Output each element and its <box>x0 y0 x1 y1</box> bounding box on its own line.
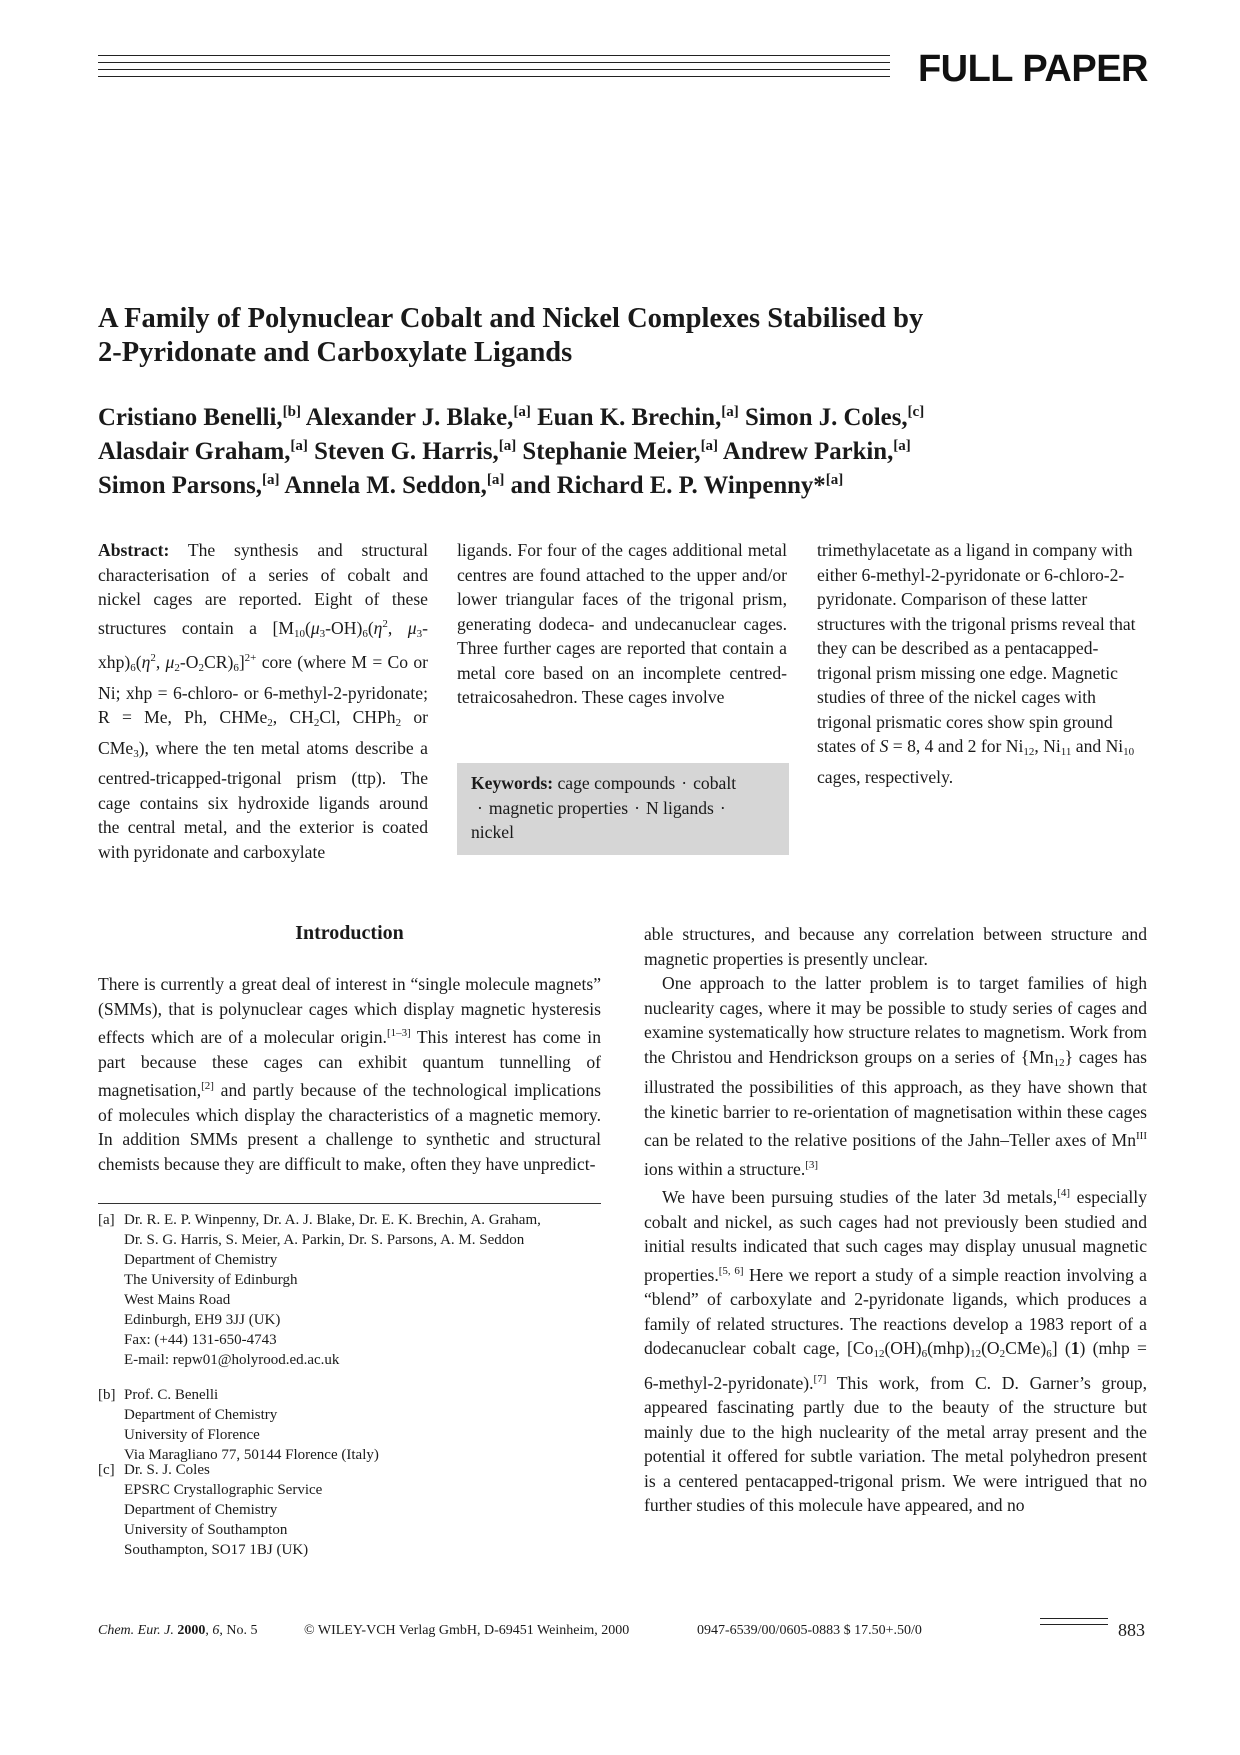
abstract-column-3: trimethylacetate as a ligand in company with either 6-methyl-2-pyridonate or 6-chloro-2-pyridonate. Comparison of these latter structures with the trigonal prisms reveal that they can be described as a pentacapped-trigonal prism missing one edge. Magnetic studies of three of the nickel cages with trigonal prismatic cores show spin ground states of S = 8, 4 and 2 for $Ni_{12}$, $Ni_{11}$ and $Ni_{10}$ cages, respectively. <box>817 540 1136 787</box>
citation: [5, 6] <box>718 1264 744 1277</box>
footnote-line: Edinburgh, EH9 3JJ (UK) <box>124 1312 281 1328</box>
keywords-box: Keywords: cage compounds · cobalt · magnetic properties · N ligands · nickel <box>457 763 789 855</box>
abstract-column-2: ligands. For four of the cages additional metal centres are found attached to the upper and/or lower triangular faces of the trigonal prism, generating dodeca- and undecanuclear cages. Three further cages are reported that contain a metal core based on an incomplete centred-tetraicosahedron. These cages involve <box>457 540 787 707</box>
article-title <box>98 302 1143 370</box>
body-text: We have been pursuing studies of the later 3d metals, <box>662 1187 1058 1207</box>
author-name: Steven G. Harris, <box>314 438 499 465</box>
footnote-line: Department of Chemistry <box>124 1252 278 1268</box>
body-column-right <box>644 922 1147 1518</box>
footnote-line: Fax: (+44) 131-650-4743 <box>124 1332 277 1348</box>
author-affiliation: [a] <box>700 438 719 454</box>
header-rule <box>98 55 890 81</box>
author-name: Euan K. Brechin, <box>537 404 722 431</box>
author-line-1 <box>98 398 1143 432</box>
body-column-left <box>98 972 601 1176</box>
author-name: Stephanie Meier, <box>522 438 701 465</box>
author-affiliation: [b] <box>282 404 301 420</box>
footnote-line: Department of Chemistry <box>124 1502 278 1518</box>
body-paragraph: We have been pursuing studies of the later 3d metals,[4] especially cobalt and nickel, as such cages had not previously been studied and initial results indicated that such cages may display unusual magnetic properties.[5, 6] Here we report a study of a simple reaction involving a “blend” of carboxylate and 2-pyridonate ligands, which produces a family of related structures. The reactions develop a 1983 report of a dodecanuclear cobalt cage, $[Co_{12}(OH)_6(mhp)_{12}(O_2CMe)_6]$ (1) (mhp = 6-methyl-2-pyridonate).[7] This work, from C. D. Garner’s group, appeared fascinating partly due to the beauty of the structure but mainly due to the high nuclearity of the metal array present and the potential it offered for subtle variation. The metal polyhedron present is a centered pentacapped-trigonal prism. We were intrigued that no further studies of this molecule have appeared, and no <box>644 1187 1147 1515</box>
keyword: magnetic properties <box>488 797 629 818</box>
section-heading: Introduction <box>295 922 404 944</box>
footnote-rule <box>98 1203 601 1204</box>
body-text: especially cobalt and nickel, as such cages had not previously been studied and initial results indicated that such cages may display unusual magnetic properties. <box>644 1187 1147 1285</box>
footnote-affiliation-c <box>98 1460 601 1560</box>
keyword: cage compounds <box>557 773 676 793</box>
author-name: Alexander J. Blake, <box>305 404 514 431</box>
footnote-affiliation-b <box>98 1385 601 1465</box>
footnote-tag: [c] <box>98 1462 115 1478</box>
body-text: One approach to the latter problem is to target families of high nuclearity cages, where it may be possible to study series of cages and examine systematically how structure relates to magnetism. Work from the Christou and Hendrickson groups on a series of {Mn <box>644 973 1147 1067</box>
author-line-2 <box>98 432 1143 466</box>
footnote-line: The University of Edinburgh <box>124 1272 298 1288</box>
abstract-text: cages, respectively. <box>817 766 954 787</box>
author-name: Annela M. Seddon, <box>284 472 487 499</box>
author-affiliation: [a] <box>290 438 308 454</box>
body-paragraph: One approach to the latter problem is to target families of high nuclearity cages, where it may be possible to study series of cages and examine systematically how structure relates to magnetism. Work from the Christou and Hendrickson groups on a series of $\{Mn_{12}\}$ cages has illustrated the possibilities of this approach, as they have shown that the kinetic barrier to re-orientation of magnetisation within these cages can be related to the relative positions of the Jahn–Teller axes of $Mn^{III}$ ions within a structure.[3] <box>644 973 1147 1179</box>
author-affiliation: [a] <box>893 438 911 454</box>
citation: [4] <box>1057 1187 1070 1199</box>
author-affiliation: [a] <box>498 438 517 454</box>
author-line-3 <box>98 466 1143 500</box>
footnote-line: Dr. R. E. P. Winpenny, Dr. A. J. Blake, Dr. E. K. Brechin, A. Graham, <box>124 1212 541 1228</box>
body-text: Here we report a study of a simple reaction involving a “blend” of carboxylate and 2-pyridonate ligands, which produces a family of related structures. The reactions develop a 1983 report of a dodecanuclear cobalt cage, <box>644 1264 1147 1358</box>
footer-journal: Chem. Eur. J. 2000, 6, No. 5 <box>98 1623 258 1638</box>
body-text: and partly because of the technological implications of molecules which display the characteristics of a magnetic memory. In addition SMMs present a challenge to synthetic and structural chemists because they are difficult to make, often they have unpredict- <box>98 1080 601 1174</box>
abstract-label: Abstract: <box>98 540 170 560</box>
body-paragraph: able structures, and because any correlation between structure and magnetic properties is presently unclear. <box>644 924 1147 969</box>
author-name: Andrew Parkin, <box>722 438 894 465</box>
body-text: There is currently a great deal of interest in “single molecule magnets” (SMMs), that is polynuclear cages which display magnetic hysteresis effects which are of a molecular origin. <box>98 974 601 1047</box>
abstract-text: = 8, 4 and 2 for Ni <box>892 736 1024 756</box>
citation: [3] <box>805 1158 819 1171</box>
footnote-tag: [a] <box>98 1212 115 1228</box>
citation: [2] <box>201 1080 214 1092</box>
journal-volume: 6 <box>212 1623 220 1638</box>
author-name: Cristiano Benelli, <box>98 404 283 431</box>
author-affiliation: [a] <box>261 472 280 488</box>
footnote-line: Via Maragliano 77, 50144 Florence (Italy) <box>124 1447 379 1463</box>
footnote-line: Department of Chemistry <box>124 1407 278 1423</box>
author-name: Alasdair Graham, <box>98 438 291 465</box>
keyword: N ligands <box>645 797 714 818</box>
footnote-line: Southampton, SO17 1BJ (UK) <box>124 1542 309 1558</box>
keyword: nickel <box>471 822 514 842</box>
page-number: 883 <box>1118 1620 1145 1640</box>
title-line-2: 2-Pyridonate and Carboxylate Ligands <box>98 337 573 368</box>
footer-copyright: © WILEY-VCH Verlag GmbH, D-69451 Weinheim, 2000 <box>304 1623 630 1638</box>
keyword: cobalt <box>693 773 737 793</box>
footnote-line: Dr. S. G. Harris, S. Meier, A. Parkin, Dr. S. Parsons, A. M. Seddon <box>124 1232 525 1248</box>
citation: [1–3] <box>386 1027 411 1039</box>
body-text: } cages has illustrated the possibilities of this approach, as they have shown that the kinetic barrier to re-orientation of magnetisation within these cages can be related to the relative positions of the Jahn–Teller axes of Mn <box>644 1046 1147 1150</box>
author-affiliation: [a] <box>825 472 844 488</box>
abstract-text: where the ten metal atoms describe a centred-tricapped-trigonal prism (ttp). The cage contains six hydroxide ligands around the central metal, and the exterior is coated with pyridonate and carboxylate <box>98 737 428 862</box>
section-label: FULL PAPER <box>917 48 1148 90</box>
footnote-line: University of Florence <box>124 1427 260 1443</box>
journal-year: 2000 <box>177 1623 206 1638</box>
footnote-email: E-mail: repw01@holyrood.ed.ac.uk <box>124 1352 340 1368</box>
body-text: (mhp = 6-methyl-2-pyridonate). <box>644 1338 1147 1393</box>
author-list <box>98 398 1143 500</box>
abstract-text: trimethylacetate as a ligand in company with either 6-methyl-2-pyridonate or 6-chloro-2-pyridonate. Comparison of these latter structures with the trigonal prisms reveal that they can be described as a pentacapped-trigonal prism missing one edge. Magnetic studies of three of the nickel cages with trigonal prismatic cores show spin ground states of <box>817 540 1136 756</box>
author-affiliation: [a] <box>486 472 505 488</box>
author-affiliation: [c] <box>907 404 925 420</box>
body-text: ions within a structure. <box>644 1158 806 1179</box>
abstract-column-1: Abstract: The synthesis and structural characterisation of a series of cobalt and nickel cages are reported. Eight of these structures contain a [$M_{10}(\mu_3-OH)_6(\eta^2$, $\mu_3-xhp)_6(\eta^2$, $\mu_2-O_2CR)_6]^{2+}$ core (where M = Co or Ni; xhp = 6-chloro- or 6-methyl-2-pyridonate; R = Me, Ph, CHMe$_2$, $CH_2Cl$, CHPh$_2$ or CMe$_3$), where the ten metal atoms describe a centred-tricapped-trigonal prism (ttp). The cage contains six hydroxide ligands around the central metal, and the exterior is coated with pyridonate and carboxylate <box>98 540 429 862</box>
footnote-tag: [b] <box>98 1387 116 1403</box>
journal-issue: , No. 5 <box>219 1623 258 1638</box>
footnote-line: University of Southampton <box>124 1522 288 1538</box>
author-name: Simon Parsons, <box>98 472 262 499</box>
footnote-affiliation-a <box>98 1210 601 1370</box>
footer-code: 0947-6539/00/0605-0883 $ 17.50+.50/0 <box>697 1623 922 1638</box>
journal-name: Chem. Eur. J. <box>98 1623 174 1638</box>
citation: [7] <box>813 1372 827 1385</box>
footer-rule <box>1040 1618 1108 1628</box>
body-text: This interest has come in part because these cages can exhibit quantum tunnelling of magnetisation, <box>98 1027 601 1100</box>
author-affiliation: [a] <box>513 404 531 420</box>
abstract-text: The synthesis and structural characterisation of a series of cobalt and nickel cages are reported. Eight of these structures contain a [M <box>98 540 428 638</box>
body-text: This work, from C. D. Garner’s group, appeared fascinating partly due to the beauty of the structure but mainly due to the high nuclearity of the metal array present and the potential it offered for subtle variation. The metal polyhedron present is a centered pentacapped-trigonal prism. We were intrigued that no further studies of this molecule have appeared, and no <box>644 1372 1147 1515</box>
keywords-label: Keywords: <box>471 773 554 793</box>
footnote-line: West Mains Road <box>124 1292 231 1308</box>
footnote-line: EPSRC Crystallographic Service <box>124 1482 323 1498</box>
author-name: and Richard E. P. Winpenny* <box>510 472 826 499</box>
footnote-line: Dr. S. J. Coles <box>124 1462 210 1478</box>
author-name: Simon J. Coles, <box>744 404 908 431</box>
title-line-1: A Family of Polynuclear Cobalt and Nickel Complexes Stabilised by <box>98 303 924 334</box>
author-affiliation: [a] <box>721 404 739 420</box>
footnote-line: Prof. C. Benelli <box>124 1387 219 1403</box>
abstract-text: core (where M = Co or Ni; xhp = 6-chloro- or 6-methyl-2-pyridonate; R = Me, Ph, CHMe <box>98 652 429 727</box>
